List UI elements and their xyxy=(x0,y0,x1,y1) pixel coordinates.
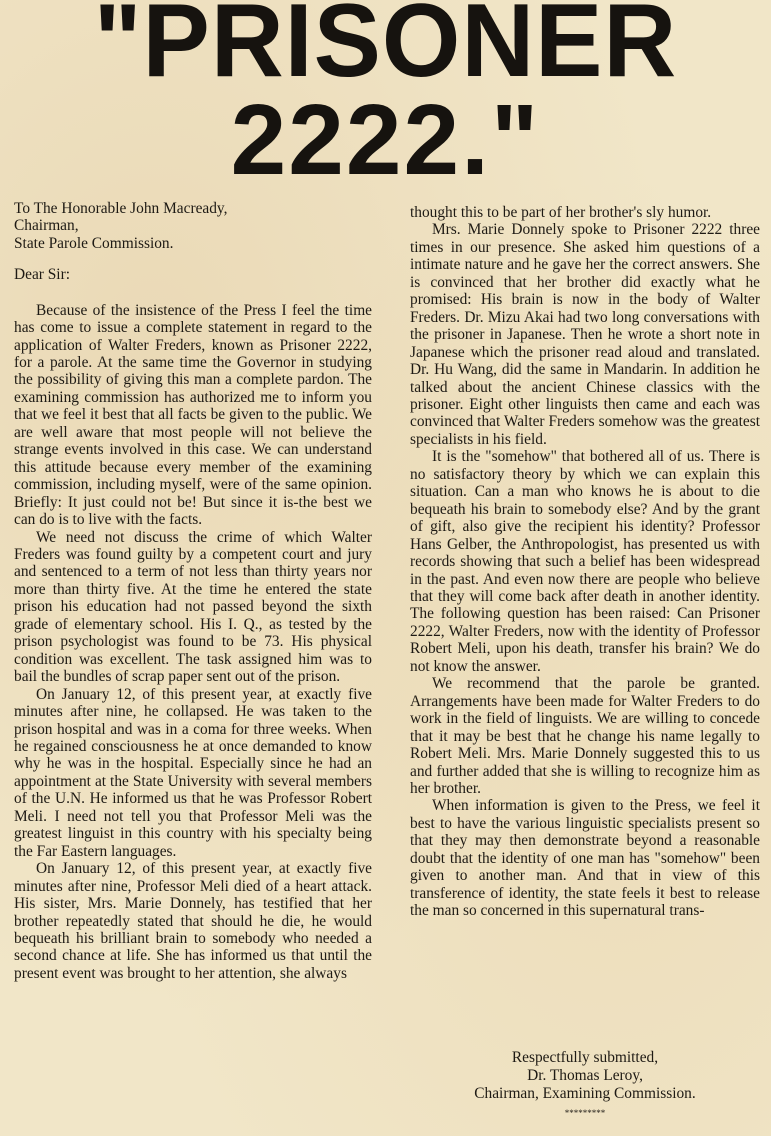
paragraph: Because of the insistence of the Press I feel the time has come to issue a complete statement in regard to the application of Walter Freders, known as Prisoner 2222, for a parole. At the same time the Governor in studying the possibility of giving this man a complete pardon. The examining commission has authorized me to inform you that we feel it best that all facts be given to the public. We are well aware that most people will not believe the strange events involved in this case. We can understand this attitude because every member of the examining commission, including myself, were of the same opinion. Briefly: It just could not be! But since it is-the best we can do is to live with the facts. xyxy=(14,301,372,529)
paragraph: Mrs. Marie Donnely spoke to Prisoner 2222 three times in our presence. She asked him questions of a intimate nature and he gave her the correct answers. She is convinced that her brother did exactly what he promised: His brain is now in the body of Walter Freders. Dr. Mizu Akai had two long conversations with the prisoner in Japanese. Then he wrote a short note in Japanese which the prisoner read aloud and translated. Dr. Hu Wang, did the same in Mandarin. In addition he talked about the ancient Chinese classics with the prisoner. Eight other linguists then came and each was convinced that Walter Freders somehow was the greatest specialists in his field. xyxy=(410,221,760,448)
address-to: To The Honorable John Macready, xyxy=(14,200,228,217)
right-column xyxy=(410,204,760,920)
paragraph-continued: thought this to be part of her brother's sly humor. xyxy=(410,204,712,221)
address-title: Chairman, xyxy=(14,217,79,235)
paragraph: On January 12, of this present year, at exactly five minutes after nine, Professor Meli died of a heart attack. His sister, Mrs. Marie Donnely, has testified that her brother repeatedly stated that should he die, he would bequeath his brilliant brain to somebody who needed a second chance at life. She has informed us that until the present event was brought to her attention, she always xyxy=(14,860,372,982)
paragraph: It is the "somehow" that bothered all of us. There is no satisfactory theory by which we can explain this situation. Can a man who knows he is about to die bequeath his brain to somebody else? And by the grant of gift, also give the recipient his identity? Professor Hans Gelber, the Anthropologist, has presented us with records showing that such a belief has been widespread in the past. And even now there are people who believe that they will come back after death in another identity. The following question has been raised: Can Prisoner 2222, Walter Freders, now with the identity of Professor Robert Meli, upon his death, transfer his brain? We do not know the answer. xyxy=(410,448,760,675)
headline-line-2: 2222." xyxy=(230,84,541,196)
address-org: State Parole Commission. xyxy=(14,234,174,252)
headline-line-1: "PRISONER xyxy=(93,0,678,99)
paragraph: We need not discuss the crime of which Walter Freders was found guilty by a competent court and jury and sentenced to a term of not less than thirty years nor more than thirty five. At the time he entered the state prison his education had not passed beyond the sixth grade of elementary school. His I. Q., as tested by the prison psychologist was found to be 73. His physical condition was excellent. The task assigned him was to bail the bundles of scrap paper sent out of the prison. xyxy=(14,528,372,686)
left-column xyxy=(14,200,372,982)
paragraph: We recommend that the parole be granted. Arrangements have been made for Walter Freders to do work in the field of linguists. We are willing to concede that it may be best that he change his name legally to Robert Meli. Mrs. Marie Donnely suggested this to us and further added that she is willing to recognize him as her brother. xyxy=(410,675,760,797)
signature-block xyxy=(410,1049,760,1122)
salutation: Dear Sir: xyxy=(14,266,70,284)
address-block xyxy=(14,200,372,252)
signature-title: Chairman, Examining Commission. xyxy=(474,1085,696,1102)
signature-name: Dr. Thomas Leroy, xyxy=(527,1067,643,1084)
paragraph: When information is given to the Press, we feel it best to have the various linguistic specialists present so that they may then demonstrate beyond a reasonable doubt that the identity of one man has "somehow" been given to another man. And that in view of this transference of identity, the state feels it best to release the man so concerned in this supernatural trans- xyxy=(410,797,760,920)
signature-stars: ********* xyxy=(564,1108,606,1118)
paragraph: On January 12, of this present year, at exactly five minutes after nine, he collapsed. He was taken to the prison hospital and was in a coma for three weeks. When he regained consciousness he at once demanded to know why he was in the hospital. Especially since he had an appointment at the State University with several members of the U.N. He informed us that he was Professor Robert Meli. I need not tell you that Professor Meli was the greatest linguist in this country with his specialty being the Far Eastern languages. xyxy=(14,685,372,860)
signature-closing: Respectfully submitted, xyxy=(511,1049,659,1066)
